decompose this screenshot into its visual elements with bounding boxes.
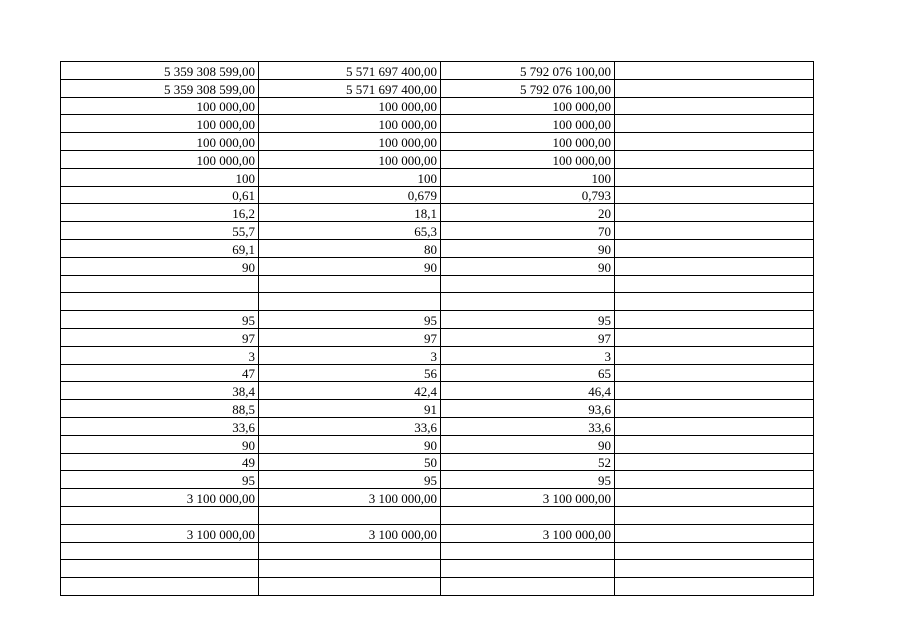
table-cell-col-2[interactable]: 42,4 [259,382,441,400]
table-cell-col-3[interactable] [441,578,615,596]
table-cell-col-1[interactable]: 100 000,00 [61,97,259,115]
table-cell-col-1[interactable]: 0,61 [61,186,259,204]
table-cell-col-2[interactable]: 0,679 [259,186,441,204]
table-row [61,257,814,275]
table-cell-col-2[interactable] [259,560,441,578]
table-cell-col-4[interactable] [615,382,814,400]
table-row [61,79,814,97]
table-cell-col-3[interactable]: 65 [441,364,615,382]
table-row [61,204,814,222]
table-cell-col-1[interactable] [61,506,259,524]
table-row [61,222,814,240]
table-cell-col-1[interactable]: 3 100 000,00 [61,489,259,507]
table-cell-col-2[interactable]: 18,1 [259,204,441,222]
table-cell-col-4[interactable] [615,489,814,507]
table-cell-col-2[interactable]: 90 [259,257,441,275]
table-cell-col-1[interactable]: 69,1 [61,239,259,257]
table-row [61,168,814,186]
table-cell-col-3[interactable]: 100 000,00 [441,150,615,168]
table-row [61,578,814,596]
table-cell-col-1[interactable]: 90 [61,257,259,275]
table-cell-col-1[interactable]: 55,7 [61,222,259,240]
table-cell-col-4[interactable] [615,311,814,329]
table-cell-col-3[interactable]: 3 [441,346,615,364]
table-body [61,62,814,596]
table-cell-col-2[interactable]: 33,6 [259,417,441,435]
table-cell-col-3[interactable] [441,560,615,578]
table-row [61,62,814,80]
table-cell-col-2[interactable]: 95 [259,471,441,489]
table-cell-col-4[interactable] [615,239,814,257]
table-cell-col-3[interactable]: 33,6 [441,417,615,435]
table-cell-col-4[interactable] [615,115,814,133]
table-cell-col-1[interactable]: 90 [61,435,259,453]
table-cell-col-2[interactable]: 100 000,00 [259,150,441,168]
table-cell-col-4[interactable] [615,346,814,364]
table-cell-col-3[interactable]: 90 [441,239,615,257]
table-cell-col-3[interactable]: 95 [441,311,615,329]
table-cell-col-1[interactable]: 100 000,00 [61,115,259,133]
table-cell-col-2[interactable]: 90 [259,435,441,453]
table-cell-col-4[interactable] [615,364,814,382]
table-row [61,115,814,133]
table-cell-col-4[interactable] [615,524,814,542]
table-cell-col-1[interactable]: 16,2 [61,204,259,222]
table-cell-col-4[interactable] [615,293,814,311]
table-row [61,382,814,400]
table-cell-col-3[interactable] [441,293,615,311]
table-cell-col-3[interactable]: 95 [441,471,615,489]
table-cell-col-1[interactable] [61,542,259,560]
table-cell-col-1[interactable] [61,578,259,596]
table-cell-col-1[interactable]: 97 [61,328,259,346]
table-cell-col-1[interactable]: 95 [61,311,259,329]
table-row [61,489,814,507]
table-cell-col-3[interactable]: 5 792 076 100,00 [441,62,615,80]
table-cell-col-2[interactable]: 5 571 697 400,00 [259,79,441,97]
table-row [61,186,814,204]
table-cell-col-2[interactable]: 56 [259,364,441,382]
table-cell-col-3[interactable]: 100 000,00 [441,115,615,133]
data-table [60,61,814,596]
table-cell-col-2[interactable]: 100 000,00 [259,133,441,151]
table-cell-col-3[interactable]: 3 100 000,00 [441,489,615,507]
table-cell-col-2[interactable]: 91 [259,400,441,418]
table-cell-col-2[interactable]: 3 100 000,00 [259,524,441,542]
table-cell-col-1[interactable]: 3 100 000,00 [61,524,259,542]
table-cell-col-4[interactable] [615,79,814,97]
table-row [61,417,814,435]
table-cell-col-4[interactable] [615,168,814,186]
table-row [61,346,814,364]
table-cell-col-4[interactable] [615,453,814,471]
table-cell-col-3[interactable]: 52 [441,453,615,471]
table-cell-col-3[interactable] [441,542,615,560]
table-cell-col-3[interactable]: 97 [441,328,615,346]
table-cell-col-4[interactable] [615,542,814,560]
table-row [61,524,814,542]
table-row [61,328,814,346]
table-cell-col-4[interactable] [615,400,814,418]
table-cell-col-4[interactable] [615,150,814,168]
table-cell-col-1[interactable]: 100 [61,168,259,186]
table-cell-col-2[interactable]: 50 [259,453,441,471]
table-cell-col-2[interactable]: 3 [259,346,441,364]
table-cell-col-3[interactable]: 100 000,00 [441,97,615,115]
table-cell-col-3[interactable]: 93,6 [441,400,615,418]
table-row [61,506,814,524]
table-cell-col-3[interactable]: 0,793 [441,186,615,204]
table-row [61,364,814,382]
table-cell-col-1[interactable] [61,275,259,293]
table-row [61,542,814,560]
table-row [61,400,814,418]
table-row [61,275,814,293]
table-cell-col-1[interactable]: 95 [61,471,259,489]
table-cell-col-1[interactable]: 88,5 [61,400,259,418]
table-cell-col-3[interactable]: 90 [441,257,615,275]
table-cell-col-4[interactable] [615,62,814,80]
table-cell-col-3[interactable]: 100 [441,168,615,186]
table-cell-col-3[interactable]: 90 [441,435,615,453]
table-row [61,560,814,578]
table-cell-col-1[interactable]: 5 359 308 599,00 [61,62,259,80]
table-cell-col-2[interactable]: 95 [259,311,441,329]
table-row [61,293,814,311]
table-cell-col-1[interactable]: 100 000,00 [61,133,259,151]
table-cell-col-4[interactable] [615,186,814,204]
table-cell-col-4[interactable] [615,560,814,578]
table-cell-col-1[interactable]: 38,4 [61,382,259,400]
table-cell-col-1[interactable] [61,560,259,578]
table-cell-col-4[interactable] [615,222,814,240]
table-cell-col-1[interactable]: 49 [61,453,259,471]
table-cell-col-2[interactable] [259,506,441,524]
table-row [61,150,814,168]
table-cell-col-2[interactable]: 97 [259,328,441,346]
table-row [61,471,814,489]
table-cell-col-2[interactable] [259,578,441,596]
table-cell-col-2[interactable]: 100 000,00 [259,115,441,133]
table-cell-col-1[interactable] [61,293,259,311]
table-cell-col-2[interactable]: 80 [259,239,441,257]
table-cell-col-4[interactable] [615,257,814,275]
table-row [61,453,814,471]
table-cell-col-2[interactable] [259,275,441,293]
table-cell-col-2[interactable]: 3 100 000,00 [259,489,441,507]
table-cell-col-3[interactable]: 100 000,00 [441,133,615,151]
table-cell-col-4[interactable] [615,275,814,293]
table-cell-col-4[interactable] [615,204,814,222]
table-cell-col-1[interactable]: 33,6 [61,417,259,435]
table-cell-col-3[interactable]: 46,4 [441,382,615,400]
table-cell-col-2[interactable]: 100 000,00 [259,97,441,115]
table-cell-col-3[interactable] [441,506,615,524]
table-cell-col-4[interactable] [615,578,814,596]
table-cell-col-4[interactable] [615,435,814,453]
table-cell-col-4[interactable] [615,506,814,524]
table-row [61,435,814,453]
table-cell-col-4[interactable] [615,97,814,115]
table-row [61,239,814,257]
table-cell-col-2[interactable]: 5 571 697 400,00 [259,62,441,80]
table-cell-col-2[interactable]: 65,3 [259,222,441,240]
table-cell-col-3[interactable] [441,275,615,293]
table-cell-col-4[interactable] [615,133,814,151]
table-cell-col-1[interactable]: 5 359 308 599,00 [61,79,259,97]
table-cell-col-1[interactable]: 47 [61,364,259,382]
table-cell-col-4[interactable] [615,471,814,489]
table-cell-col-1[interactable]: 3 [61,346,259,364]
table-cell-col-2[interactable]: 100 [259,168,441,186]
table-row [61,133,814,151]
table-cell-col-4[interactable] [615,417,814,435]
table-cell-col-4[interactable] [615,328,814,346]
table-cell-col-2[interactable] [259,542,441,560]
table-cell-col-3[interactable]: 3 100 000,00 [441,524,615,542]
table-row [61,311,814,329]
table-cell-col-3[interactable]: 5 792 076 100,00 [441,79,615,97]
table-cell-col-1[interactable]: 100 000,00 [61,150,259,168]
spreadsheet-page [60,61,814,596]
table-cell-col-3[interactable]: 70 [441,222,615,240]
table-cell-col-2[interactable] [259,293,441,311]
table-cell-col-3[interactable]: 20 [441,204,615,222]
table-row [61,97,814,115]
